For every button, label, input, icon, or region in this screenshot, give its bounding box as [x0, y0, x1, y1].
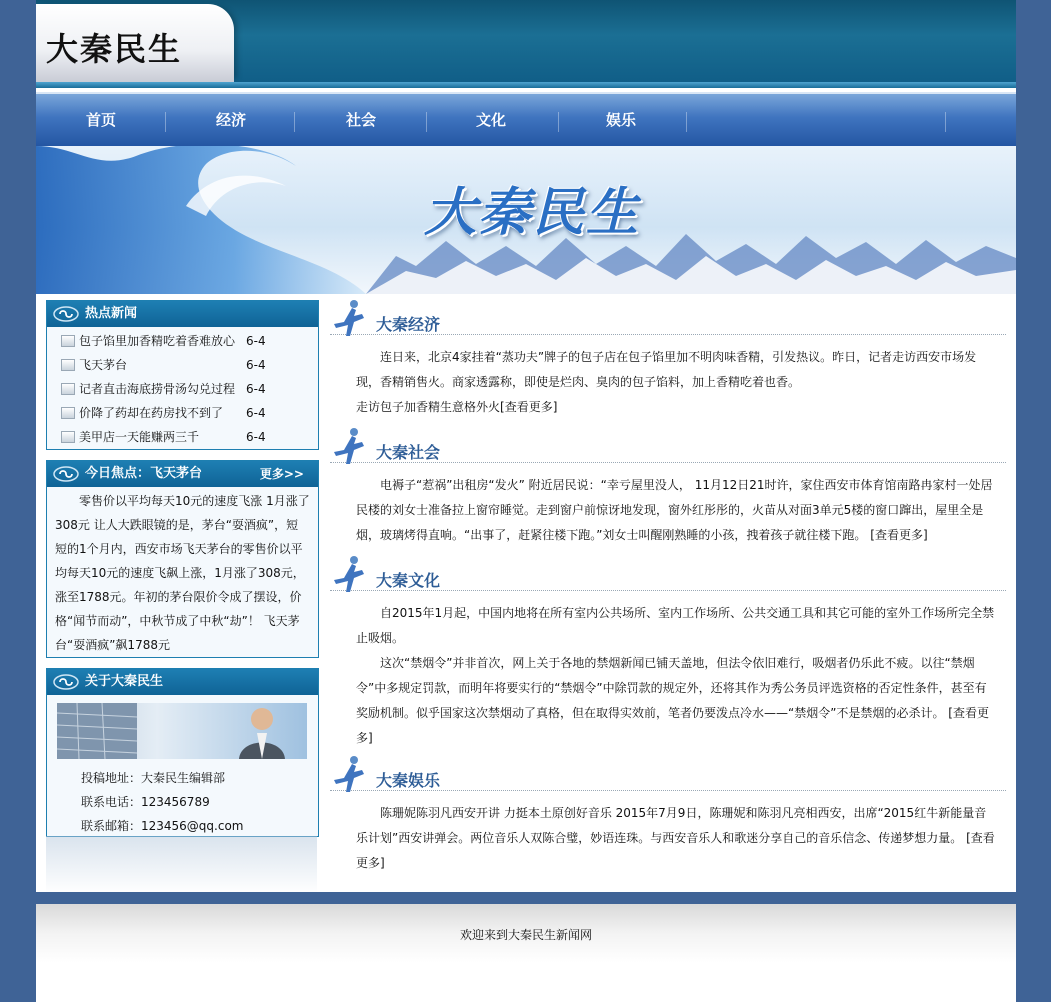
- section-title[interactable]: 大秦社会: [376, 443, 441, 462]
- paragraph-text: 走访包子加香精生意格外火: [356, 400, 501, 414]
- main-nav: [36, 92, 1016, 146]
- news-icon: [53, 466, 79, 482]
- view-more-link[interactable]: [查看更多]: [356, 831, 995, 870]
- focus-text: 零售价以平均每天10元的速度飞涨 1月涨了308元 让人大跌眼镜的是，茅台“耍酒疯”，短短的1个月内，西安市场飞天茅台的零售价以平均每天10元的速度飞飙上涨，1月涨了308元，涨至1788元。年初的茅台限价令成了摆设，价格“闻节而动”，中秋节成了中秋“劫”！ 飞天茅台“耍酒疯”飙1788元: [55, 494, 310, 652]
- runner-icon: [330, 426, 368, 466]
- view-more-link[interactable]: [查看更多]: [870, 528, 928, 542]
- paragraph-text: 这次“禁烟令”并非首次，网上关于各地的禁烟新闻已铺天盖地，但法令依旧难行，吸烟者仍乐此不疲。以往“禁烟令”中多规定罚款，而明年将要实行的“禁烟令”中除罚款的规定外，还将其作为秀公务员评选资格的否定性条件，甚至有奖励机制。似乎国家这次禁烟动了真格，但在取得实效前，笔者仍要泼点冷水——“禁烟令”不是禁烟的必杀计。: [356, 656, 987, 720]
- news-item[interactable]: [47, 353, 318, 377]
- runner-icon: [330, 298, 368, 338]
- document-icon: [61, 383, 75, 395]
- news-icon: [53, 306, 79, 322]
- nav-item-culture[interactable]: 文化: [475, 111, 506, 129]
- view-more-link[interactable]: [查看更多]: [500, 400, 558, 414]
- sidebar-shadow: [46, 836, 317, 894]
- news-icon: [53, 674, 79, 690]
- document-icon: [61, 335, 75, 347]
- section-body: [330, 791, 1006, 876]
- section-entertainment: [330, 756, 1006, 876]
- section-header: [330, 428, 1006, 463]
- news-item[interactable]: [47, 401, 318, 425]
- document-icon: [61, 407, 75, 419]
- focus-title: 今日焦点：飞天茅台: [85, 466, 203, 481]
- news-title[interactable]: 价降了药却在药房找不到了: [79, 406, 224, 420]
- paragraph: 自2015年1月起，中国内地将在所有室内公共场所、室内工作场所、公共交通工具和其它可能的室外工作场所完全禁止吸烟。: [356, 606, 995, 645]
- section-body: [330, 335, 1006, 420]
- about-image: [57, 703, 307, 759]
- section-society: [330, 428, 1006, 548]
- news-date: 6-4: [246, 358, 266, 372]
- nav-separator: [686, 112, 687, 132]
- about-box: [46, 668, 319, 837]
- nav-item-economy[interactable]: 经济: [215, 111, 246, 129]
- about-title: 关于大秦民生: [85, 674, 164, 689]
- paragraph-text: 电褥子“惹祸”出租房“发火” 附近居民说：“幸亏屋里没人， 11月12日21时许，家住西安市体育馆南路冉家村一处居民楼的刘女士准备拉上窗帘睡觉。走到窗户前惊讶地发现，窗外红彤彤的，火苗从对面3单元5楼的窗口蹿出，屋里全是烟，玻璃烤得直响。“出事了，赶紧往楼下跑。”刘女士叫醒刚熟睡的小孩，拽着孩子就往楼下跑。: [356, 478, 993, 542]
- runner-icon: [330, 554, 368, 594]
- paragraph-text: 陈珊妮陈羽凡西安开讲 力挺本土原创好音乐 2015年7月9日，陈珊妮和陈羽凡亮相西安，出席“2015红牛新能量音乐计划”西安讲弹会。两位音乐人双陈合璧，妙语连珠。与西安音乐人和歌迷分享自己的音乐信念、传递梦想力量。: [356, 806, 987, 845]
- section-economy: [330, 300, 1006, 420]
- about-phone: 联系电话：123456789: [81, 795, 210, 809]
- news-title[interactable]: 飞天茅台: [79, 358, 128, 372]
- logo-text: 大秦民生: [46, 30, 183, 68]
- nav-separator: [945, 112, 946, 132]
- news-date: 6-4: [246, 406, 266, 420]
- runner-icon: [330, 754, 368, 794]
- hot-news-header: [47, 301, 318, 327]
- section-title[interactable]: 大秦文化: [376, 571, 441, 590]
- focus-box: [46, 460, 319, 658]
- news-item[interactable]: [47, 377, 318, 401]
- news-item[interactable]: [47, 425, 318, 449]
- section-culture: [330, 556, 1006, 751]
- news-title[interactable]: 美甲店一天能赚两三千: [79, 430, 200, 444]
- footer-text: 欢迎来到大秦民生新闻网: [459, 928, 592, 942]
- news-title[interactable]: 记者直击海底捞骨汤勾兑过程: [79, 382, 236, 396]
- section-body: [330, 463, 1006, 548]
- section-header: [330, 556, 1006, 591]
- hot-news-title: 热点新闻: [85, 306, 138, 321]
- paragraph: [356, 801, 996, 876]
- section-title[interactable]: 大秦经济: [376, 315, 441, 334]
- document-icon: [61, 431, 75, 443]
- about-header: [47, 669, 318, 695]
- news-item[interactable]: [47, 329, 318, 353]
- news-date: 6-4: [246, 334, 266, 348]
- nav-item-home[interactable]: 首页: [85, 111, 116, 129]
- nav-separator: [294, 112, 295, 132]
- paragraph: [356, 473, 996, 548]
- banner-title: 大秦民生: [424, 182, 641, 243]
- footer: [36, 904, 1016, 1002]
- about-address: 投稿地址：大秦民生编辑部: [81, 771, 226, 785]
- section-header: [330, 300, 1006, 335]
- paragraph: 连日来，北京4家挂着“蒸功夫”牌子的包子店在包子馅里加不明肉味香精，引发热议。昨日，记者走访西安市场发现，香精销售火。商家透露称，即使是烂肉、臭肉的包子馅料，加上香精吃着也香。: [356, 350, 977, 389]
- header: [36, 0, 1016, 88]
- nav-item-society[interactable]: 社会: [345, 111, 376, 129]
- hot-news-box: [46, 300, 319, 450]
- section-body: [330, 591, 1006, 751]
- about-email[interactable]: 联系邮箱：123456@qq.com: [81, 819, 244, 833]
- view-more-link[interactable]: [查看更多]: [356, 706, 989, 745]
- footer-divider: [36, 892, 1016, 904]
- paragraph: [356, 395, 996, 420]
- banner: [36, 146, 1016, 294]
- logo[interactable]: [36, 4, 234, 82]
- section-header: [330, 756, 1006, 791]
- news-title[interactable]: 包子馅里加香精吃着香难放心: [79, 334, 236, 348]
- section-title[interactable]: 大秦娱乐: [376, 771, 441, 790]
- page: [36, 0, 1016, 1002]
- office-image: [57, 703, 307, 759]
- news-date: 6-4: [246, 382, 266, 396]
- news-date: 6-4: [246, 430, 266, 444]
- focus-header: [47, 461, 318, 487]
- document-icon: [61, 359, 75, 371]
- nav-item-entertainment[interactable]: 娱乐: [605, 111, 636, 129]
- more-link[interactable]: 更多>>: [259, 467, 304, 481]
- paragraph: [356, 651, 996, 751]
